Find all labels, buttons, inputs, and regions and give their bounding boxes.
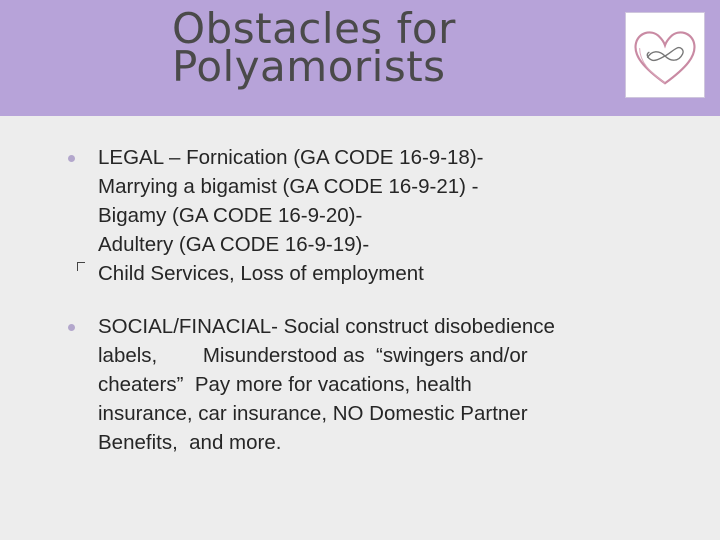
infinity-heart-logo-graphic (626, 13, 704, 97)
bullet-dot-icon (68, 324, 75, 331)
slide-title-line-2: Polyamorists (172, 42, 446, 91)
slide-title (172, 4, 592, 91)
bullet-dot-icon (68, 155, 75, 162)
bullet-list (64, 143, 664, 457)
bullet-line: Benefits, and more. (98, 431, 282, 454)
bullet-line: Child Services, Loss of employment (98, 262, 424, 285)
bullet-line: Marrying a bigamist (GA CODE 16-9-21) - (98, 175, 479, 198)
title-band (0, 0, 720, 116)
bullet-line: Bigamy (GA CODE 16-9-20)- (98, 204, 363, 227)
infinity-heart-logo-icon (625, 12, 705, 98)
bullet-line: labels, Misunderstood as “swingers and/or (98, 344, 528, 367)
slide-title-line-1: Obstacles for (172, 4, 456, 53)
corner-marker-icon (77, 262, 85, 271)
bullet-legal (64, 143, 664, 288)
bullet-line: Adultery (GA CODE 16-9-19)- (98, 233, 370, 256)
bullet-line: insurance, car insurance, NO Domestic Partner (98, 402, 528, 425)
bullet-social-financial (64, 312, 664, 457)
bullet-line: LEGAL – Fornication (GA CODE 16-9-18)- (98, 146, 484, 169)
bullet-line: SOCIAL/FINACIAL- Social construct disobedience (98, 315, 555, 338)
bullet-line: cheaters” Pay more for vacations, health (98, 373, 472, 396)
